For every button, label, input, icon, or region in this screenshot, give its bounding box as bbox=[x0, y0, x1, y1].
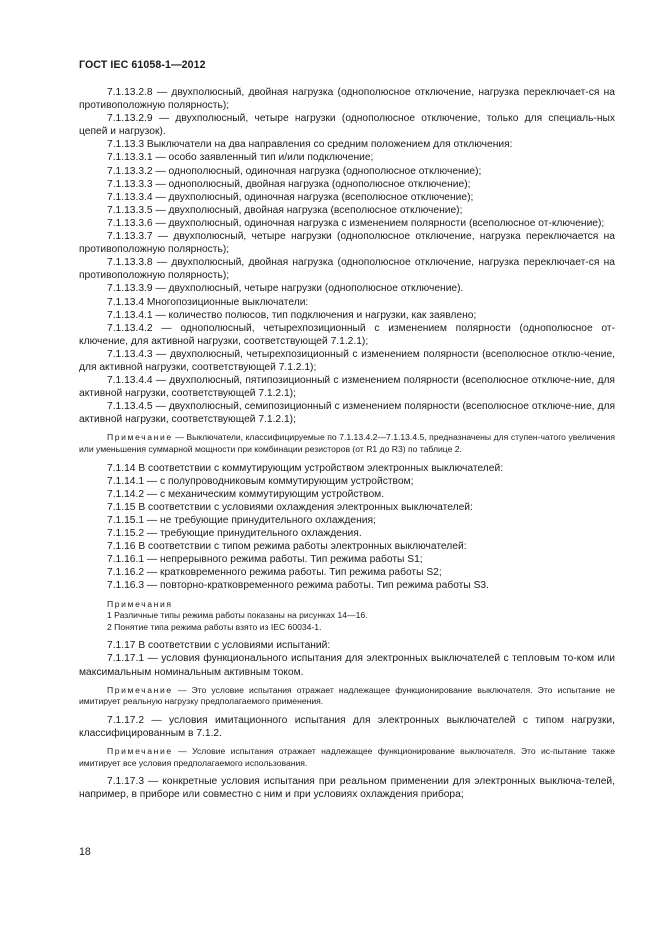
note-label: Примечание bbox=[107, 746, 173, 756]
note-paragraph bbox=[79, 432, 615, 455]
note-paragraph bbox=[79, 685, 615, 708]
note-label: Примечание bbox=[107, 432, 173, 443]
clause-paragraph: 7.1.13.4.3 — двухполюсный, четырехпозиционный с изменением полярности (всеполюсное отклю-чение, для активной нагрузки, соответствующей 7.1.2.1); bbox=[79, 348, 615, 373]
clause-paragraph: 7.1.13.4.5 — двухполюсный, семипозиционный с изменением полярности (всеполюсное отключе-ние, для активной нагрузки, соответствующей 7.1.2.1); bbox=[79, 401, 615, 426]
clause-paragraph: 7.1.15.1 — не требующие принудительного охлаждения; bbox=[107, 515, 376, 526]
note-text: — Это условие испытания отражает надлежащее функционирование выключателя. Это испытание не имитирует реальную нагрузку предполагаемого применения. bbox=[79, 684, 615, 707]
clause-paragraph: 7.1.13.3.6 — двухполюсный, одиночная нагрузка с изменением полярности (всеполюсное от-ключение); bbox=[107, 217, 605, 229]
clause-paragraph: 7.1.15 В соответствии с условиями охлаждения электронных выключателей: bbox=[107, 501, 473, 513]
clause-paragraph: 7.1.13.4.1 — количество полюсов, тип подключения и нагрузки, как заявлено; bbox=[107, 309, 477, 321]
clause-paragraph: 7.1.13.3.5 — двухполюсный, двойная нагрузка (всеполюсное отключение); bbox=[107, 204, 463, 216]
clause-paragraph: 7.1.13.3.1 — особо заявленный тип и/или подключение; bbox=[107, 152, 374, 164]
clause-paragraph: 7.1.13.3.7 — двухполюсный, четыре нагрузки (однополюсное отключение, нагрузка переключается на противоположную полярность); bbox=[79, 231, 615, 256]
note-item: 2 Понятие типа режима работы взято из IEC 60034-1. bbox=[107, 621, 322, 632]
clause-paragraph: 7.1.13.2.8 — двухполюсный, двойная нагрузка (однополюсное отключение, нагрузка переключает-ся на противоположную полярность); bbox=[79, 87, 615, 112]
clause-paragraph: 7.1.16.1 — непрерывного режима работы. Тип режима работы S1; bbox=[107, 554, 423, 566]
document-header: ГОСТ IEC 61058-1—2012 bbox=[79, 59, 206, 71]
note-paragraph bbox=[79, 599, 615, 611]
clause-paragraph: 7.1.13.3.8 — двухполюсный, двойная нагрузка (однополюсное отключение, нагрузка переключает-ся на противоположную полярность); bbox=[79, 257, 615, 282]
document-body bbox=[79, 86, 615, 801]
clause-paragraph: 7.1.13.4.2 — однополюсный, четырехпозиционный с изменением полярности (однополюсное от-ключение, для активной нагрузки, соответствующей 7.1.2.1); bbox=[79, 322, 615, 347]
clause-paragraph: 7.1.17.3 — конкретные условия испытания при реальном применении для электронных выключа-телей, например, в приборе или совместно с ним и при условиях охлаждения прибора; bbox=[79, 776, 615, 801]
clause-paragraph: 7.1.16.2 — кратковременного режима работы. Тип режима работы S2; bbox=[107, 567, 442, 579]
clause-paragraph: 7.1.13.3.4 — двухполюсный, одиночная нагрузка (всеполюсное отключение); bbox=[107, 191, 474, 203]
clause-paragraph: 7.1.14 В соответствии с коммутирующим устройством электронных выключателей: bbox=[107, 462, 504, 474]
clause-paragraph: 7.1.13.3.2 — однополюсный, одиночная нагрузка (однополюсное отключение); bbox=[107, 165, 482, 177]
clause-paragraph: 7.1.13.4.4 — двухполюсный, пятипозиционный с изменением полярности (всеполюсное отключе-ние, для активной нагрузки, соответствующей 7.1.2.1); bbox=[79, 375, 615, 400]
clause-paragraph: 7.1.13.3.9 — двухполюсный, четыре нагрузки (однополюсное отключение). bbox=[107, 283, 464, 295]
clause-paragraph: 7.1.16 В соответствии с типом режима работы электронных выключателей: bbox=[107, 541, 467, 553]
clause-paragraph: 7.1.14.2 — с механическим коммутирующим устройством. bbox=[107, 488, 385, 500]
clause-paragraph: 7.1.15.2 — требующие принудительного охлаждения. bbox=[107, 528, 362, 540]
note-text: — Выключатели, классифицируемые по 7.1.13.4.2—7.1.13.4.5, предназначены для ступен-чатого увеличения или уменьшения суммарной мощности при комбинации резисторов (от R1 до R3) по таблице 2. bbox=[79, 432, 615, 455]
clause-paragraph: 7.1.17.2 — условия имитационного испытания для электронных выключателей с типом нагрузки, классифицированным в 7.1.2. bbox=[79, 714, 615, 739]
note-label: Примечание bbox=[107, 684, 173, 695]
clause-paragraph: 7.1.17.1 — условия функционального испытания для электронных выключателей с тепловым то-ком или максимальным номинальным активным током. bbox=[79, 653, 615, 678]
clause-paragraph: 7.1.14.1 — с полупроводниковым коммутирующим устройством; bbox=[107, 475, 414, 487]
clause-paragraph: 7.1.13.3 Выключатели на два направления со средним положением для отключения: bbox=[107, 139, 513, 151]
note-item: 1 Различные типы режима работы показаны на рисунках 14—16. bbox=[107, 610, 368, 621]
note-paragraph bbox=[79, 746, 615, 769]
clause-paragraph: 7.1.16.3 — повторно-кратковременного режима работы. Тип режима работы S3. bbox=[107, 580, 489, 592]
note-text: — Условие испытания отражает надлежащее функционирование выключателя. Это ис-пытание также имитирует все условия предполагаемого использования. bbox=[79, 746, 615, 768]
note-label: Примечания bbox=[107, 598, 173, 609]
clause-paragraph: 7.1.17 В соответствии с условиями испытаний: bbox=[107, 640, 331, 652]
page-number: 18 bbox=[79, 846, 91, 858]
clause-paragraph: 7.1.13.2.9 — двухполюсный, четыре нагрузки (однополюсное отключение, только для специаль-ных цепей и нагрузок). bbox=[79, 113, 615, 138]
clause-paragraph: 7.1.13.3.3 — однополюсный, двойная нагрузка (однополюсное отключение); bbox=[107, 178, 471, 190]
clause-paragraph: 7.1.13.4 Многопозиционные выключатели: bbox=[107, 296, 309, 308]
